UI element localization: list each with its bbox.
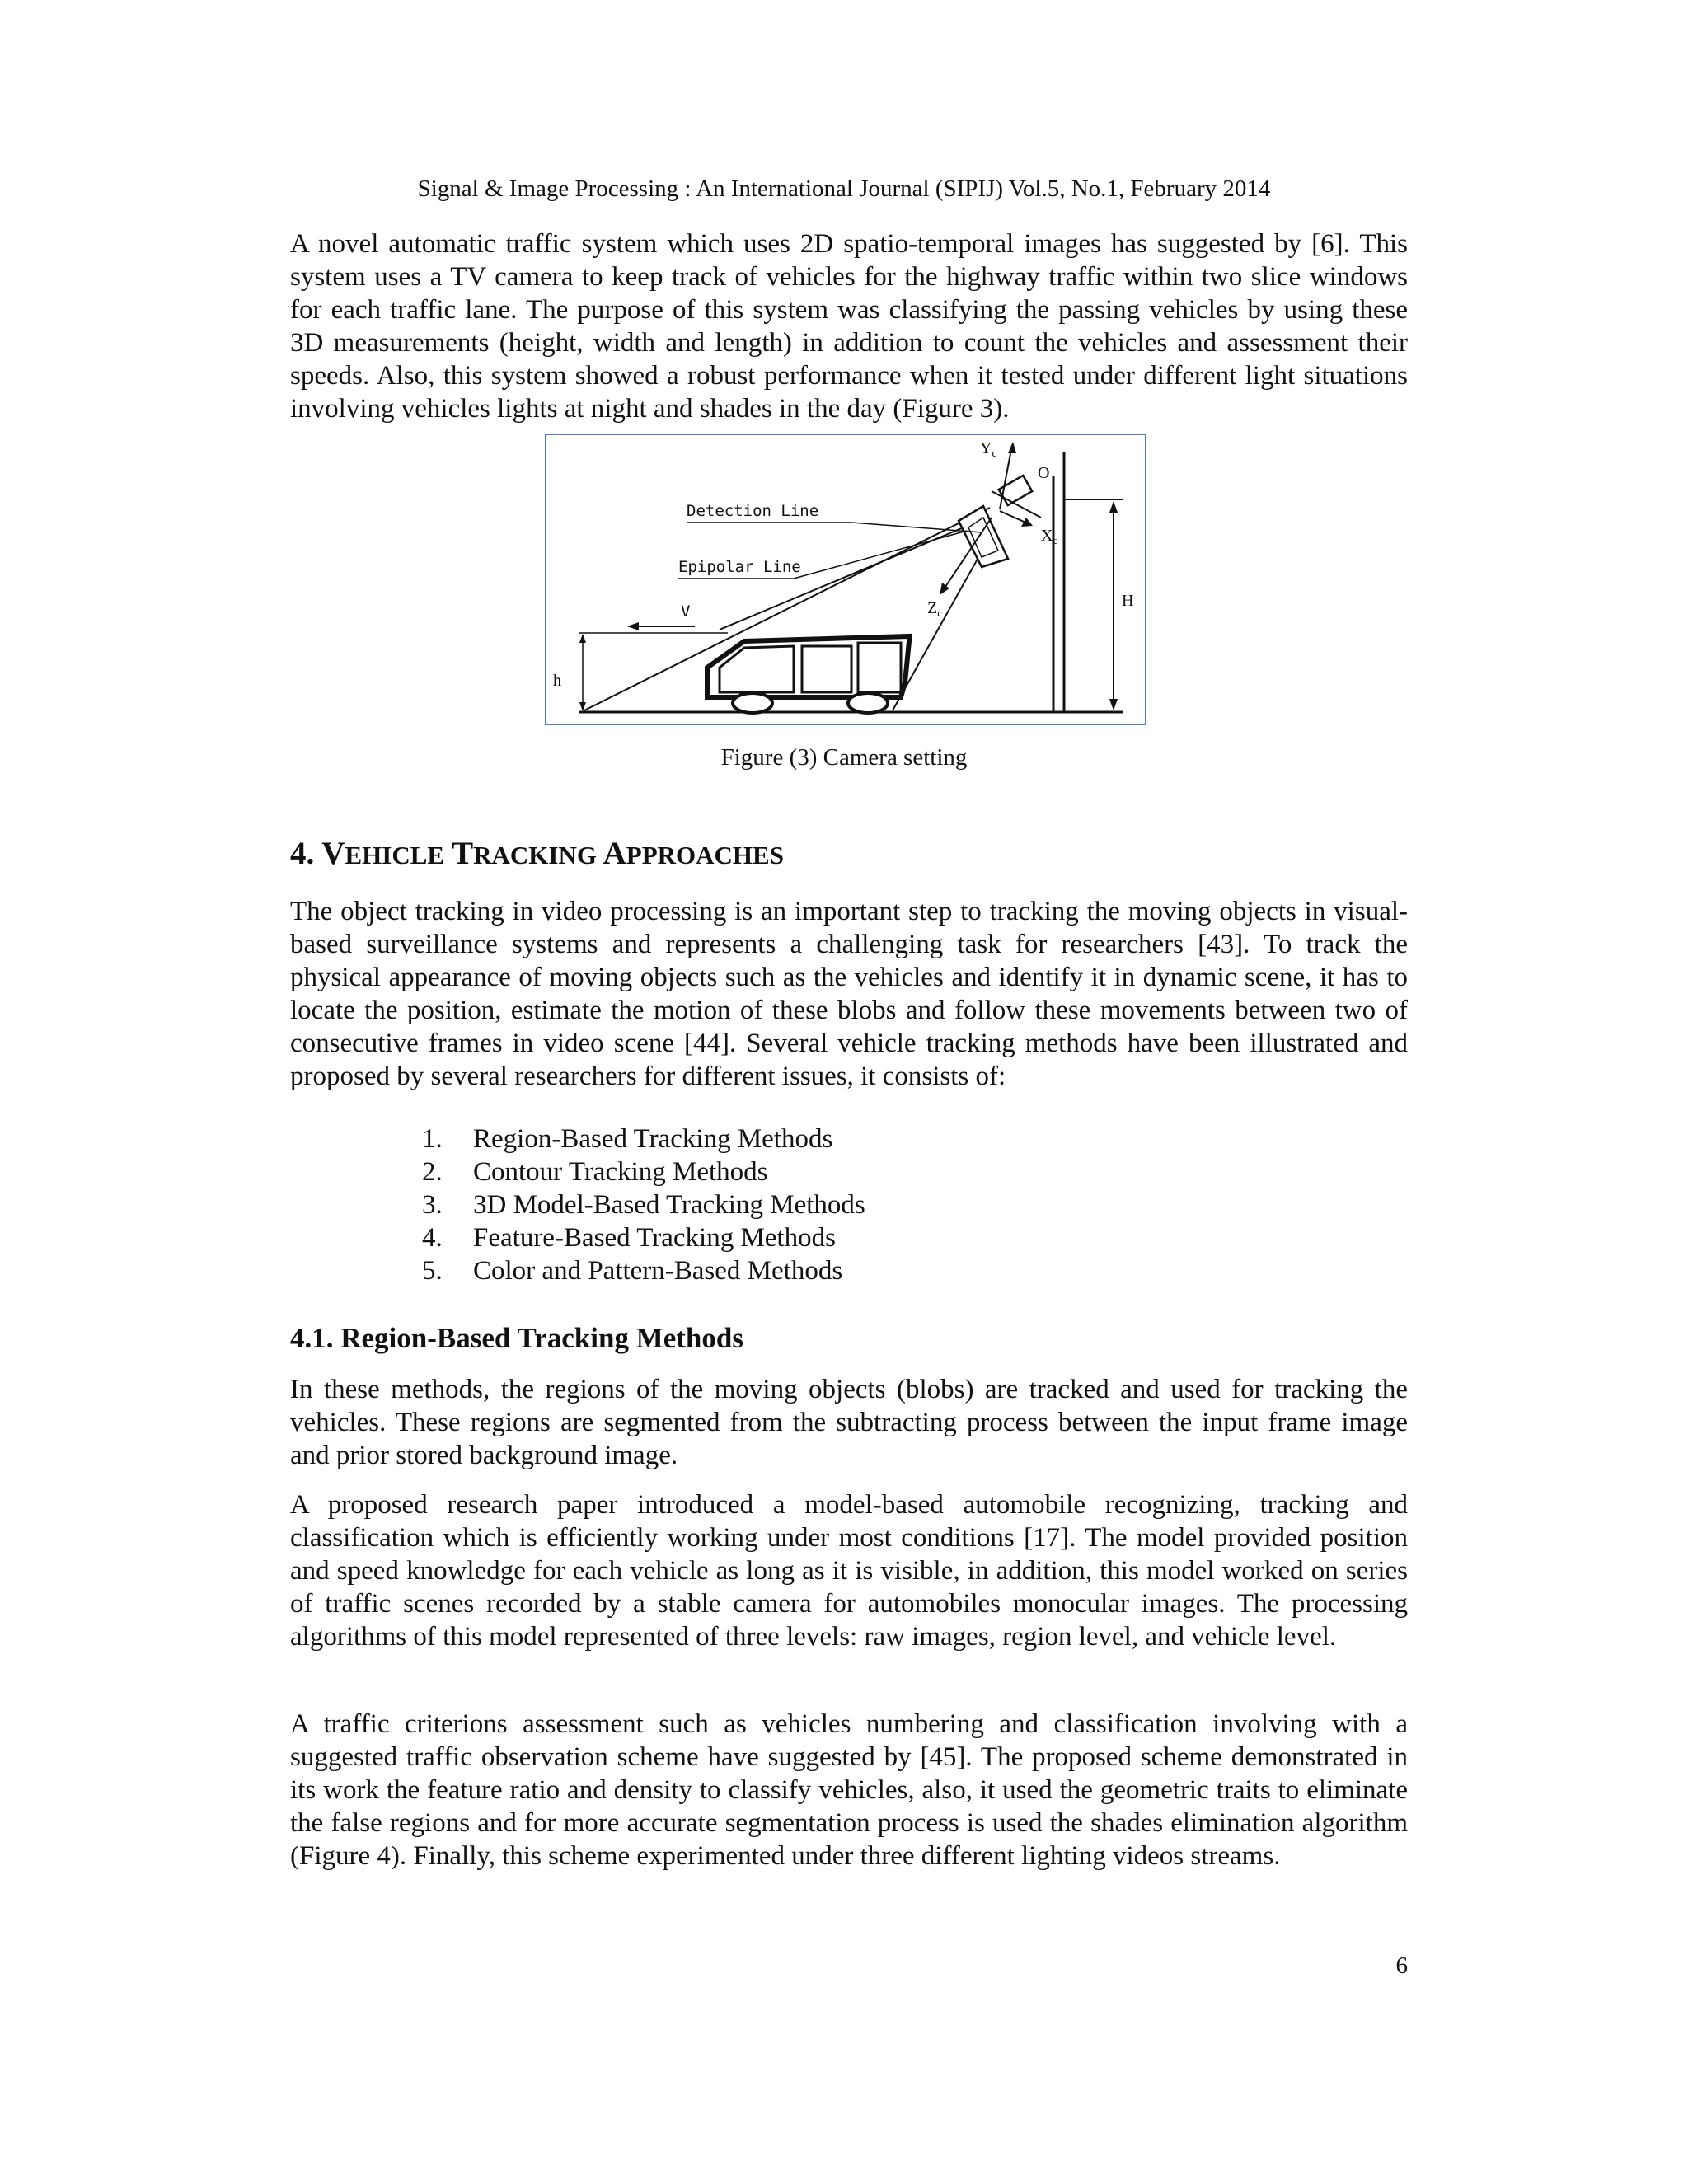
camera-setting-diagram (546, 435, 1145, 724)
list-item: 5. Color and Pattern-Based Methods (422, 1256, 843, 1286)
section-title-word: TRACKING (452, 836, 597, 871)
h-dim-arrow-top (1109, 501, 1118, 513)
figure-camera-setting (545, 434, 1146, 725)
h-small-arrow-top (579, 634, 586, 643)
vehicle-cargo-2 (858, 643, 901, 692)
list-item: 3. 3D Model-Based Tracking Methods (422, 1190, 865, 1220)
axis-zc-arrow (940, 583, 950, 595)
subsection-paragraph-2: A proposed research paper introduced a model-based automobile recognizing, tracking and classification which is efficiently working under most conditions [17]. The model provided position and speed knowledge for each vehicle as long as it is visible, in addition, this model worked on series of traffic scenes recorded by a stable camera for automobiles monocular images. The processing algorithms of this model represented of three levels: raw images, region level, and vehicle level. (290, 1490, 1408, 1652)
vehicle-wheel-rear (848, 693, 888, 713)
list-item: 4. Feature-Based Tracking Methods (422, 1223, 836, 1253)
ray-back (893, 534, 992, 710)
subsection-heading: 4.1. Region-Based Tracking Methods (290, 1322, 743, 1354)
vehicle-wheel-front (733, 693, 772, 713)
section-title-word: APPROACHES (603, 836, 784, 871)
velocity-arrow (627, 622, 639, 630)
leader-epipolar-2 (794, 531, 967, 579)
label-v: V (681, 602, 691, 621)
section-number: 4. (290, 836, 315, 871)
list-item: 1. Region-Based Tracking Methods (422, 1124, 833, 1154)
axis-yc-arrow (1008, 442, 1016, 453)
page-number: 6 (1395, 1952, 1408, 1979)
running-header: Signal & Image Processing : An International Journal (SIPIJ) Vol.5, No.1, February 2014 (417, 176, 1271, 202)
figure-caption: Figure (3) Camera setting (720, 744, 968, 771)
label-xc: $X_c$ (1041, 527, 1058, 546)
vehicle-cargo-1 (802, 646, 851, 692)
section-title-word: VEHICLE (321, 836, 445, 871)
subsection-paragraph-1: In these methods, the regions of the moving objects (blobs) are tracked and used for tracking the vehicles. These regions are segmented from the subtracting process between the input frame image and prior stored background image. (290, 1375, 1408, 1470)
label-detection-line: Detection Line (687, 502, 819, 520)
subsection-paragraph-3: A traffic criterions assessment such as vehicles numbering and classification involving with a suggested traffic observation scheme have suggested by [45]. The proposed scheme demonstrated in its work the feature ratio and density to classify vehicles, also, it used the geometric traits to eliminate the false regions and for more accurate segmentation process is used the shades elimination algorithm (Figure 4). Finally, this scheme experimented under three different lighting videos streams. (290, 1709, 1408, 1871)
label-origin: O (1038, 464, 1050, 482)
h-dim-arrow-bottom (1109, 699, 1118, 710)
intro-paragraph: A novel automatic traffic system which uses 2D spatio-temporal images has suggested by [6]. This system uses a TV camera to keep track of vehicles for the highway traffic within two slice windows for each traffic lane. The purpose of this system was classifying the passing vehicles by using these 3D measurements (height, width and length) in addition to count the vehicles and assessment their speeds. Also, this system showed a robust performance when it tested under different light situations involving vehicles lights at night and shades in the day (Figure 3). (290, 229, 1408, 424)
list-item: 2. Contour Tracking Methods (422, 1157, 768, 1187)
label-yc: $Y_c$ (980, 439, 997, 459)
tracking-methods-list (422, 1122, 865, 1287)
section-paragraph: The object tracking in video processing is an important step to tracking the moving objects in visual-based surveillance systems and represents a challenging task for researchers [43]. To track the physical appearance of moving objects such as the vehicles and identify it in dynamic scene, it has to locate the position, estimate the motion of these blobs and follow these movements between two of consecutive frames in video scene [44]. Several vehicle tracking methods have been illustrated and proposed by several researchers for different issues, it consists of: (290, 897, 1408, 1091)
label-epipolar-line: Epipolar Line (678, 558, 801, 576)
section-heading (290, 834, 784, 875)
label-h: h (553, 672, 561, 690)
label-zc: $Z_c$ (927, 599, 942, 619)
camera-image-plane (959, 506, 1008, 567)
label-H: H (1122, 592, 1134, 610)
